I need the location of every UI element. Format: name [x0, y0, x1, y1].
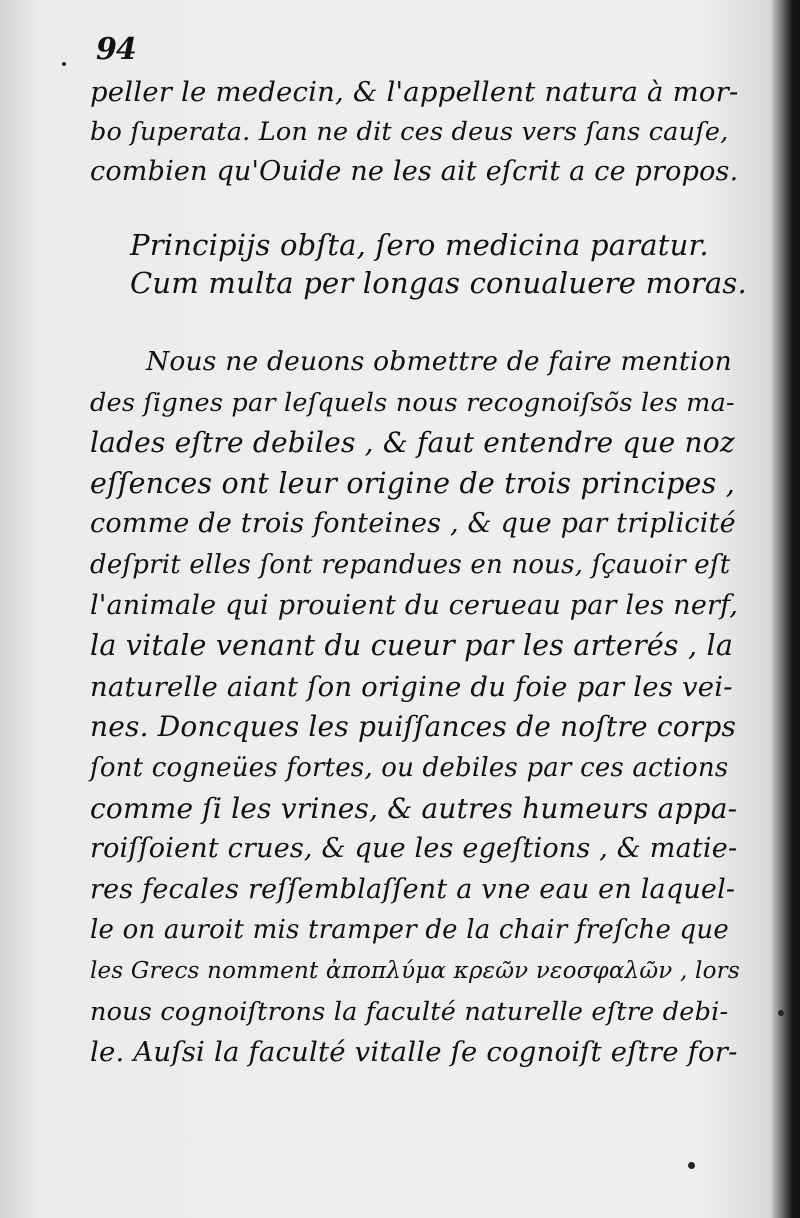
paragraph-1	[90, 72, 740, 192]
text-line: deſprit elles ſont repandues en nous, ſçauoir eſt	[90, 549, 731, 580]
text-line: peller le medecin, & l'appellent natura à mor-	[90, 76, 739, 108]
text-line: res fecales reſſemblaſſent a vne eau en laquel-	[90, 873, 736, 905]
text-line: eſſences ont leur origine de trois principes ,	[90, 466, 735, 500]
text-line: le on auroit mis tramper de la chair freſche que	[90, 915, 729, 946]
page-number: 94	[96, 32, 136, 67]
text-line: roiſſoient crues, & que les egeſtions , & matie-	[90, 833, 738, 865]
ink-speck	[688, 1162, 695, 1169]
ink-speck	[62, 62, 66, 66]
text-line: la vitale venant du cueur par les arterés , la	[90, 629, 734, 663]
ink-speck	[778, 1010, 784, 1016]
text-line: des ſignes par leſquels nous recognoiſsõs les ma-	[90, 387, 735, 418]
text-line: comme de trois fonteines , & que par triplicité	[90, 508, 736, 540]
text-line: comme ſi les vrines, & autres humeurs appa-	[90, 791, 738, 825]
text-line: ſont cogneües fortes, ou debiles par ces actions	[90, 752, 729, 783]
text-line: naturelle aiant ſon origine du foie par les vei-	[90, 670, 733, 703]
text-line: lades eſtre debiles , & faut entendre que noz	[90, 426, 735, 460]
text-line: les Grecs nomment ἀποπλύμα κρεῶν νεοσφαλῶν , lors	[90, 957, 740, 984]
text-line: Nous ne deuons obmettre de faire mention	[146, 346, 732, 377]
verse-quotation	[130, 226, 780, 302]
text-line: l'animale qui prouient du cerueau par les nerf,	[90, 589, 739, 621]
text-line: le. Auſsi la faculté vitalle ſe cognoiſt eſtre for-	[90, 1036, 738, 1069]
verse-line: Cum multa per longas conualuere moras.	[130, 266, 747, 300]
verse-line: Principijs obſta, ſero medicina paratur.	[130, 228, 709, 262]
text-line: nes. Doncques les puiſſances de noſtre corps	[90, 710, 737, 744]
paragraph-2	[90, 342, 740, 1073]
text-line: nous cognoiſtrons la faculté naturelle eſtre debi-	[90, 996, 729, 1027]
text-line: bo ſuperata. Lon ne dit ces deus vers ſans cauſe,	[90, 117, 729, 147]
text-line: combien qu'Ouide ne les ait eſcrit a ce propos.	[90, 156, 739, 187]
